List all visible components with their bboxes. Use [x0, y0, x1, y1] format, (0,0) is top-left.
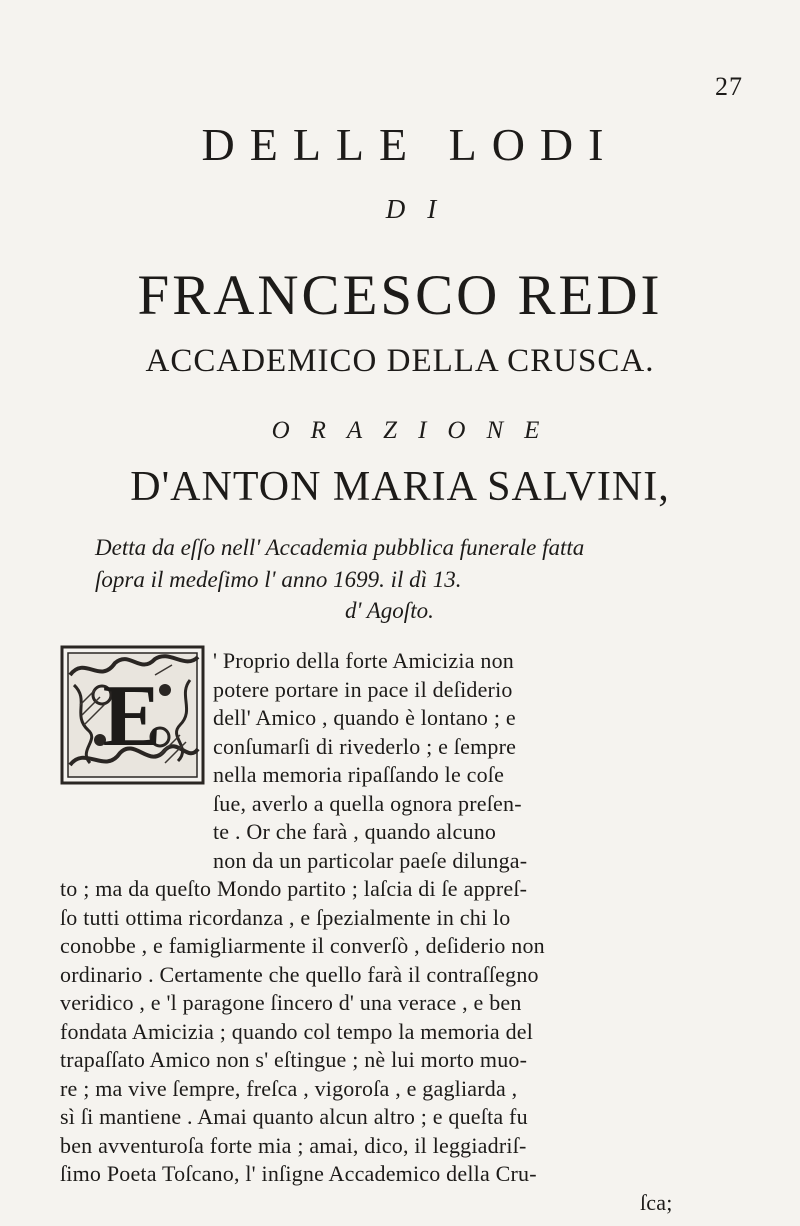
body-line-10: ſo tutti ottima ricordanza , e ſpezialmente in chi lo [60, 904, 511, 930]
body-line-18: ben avventuroſa forte mia ; amai, dico, il leggiadriſ- [60, 1132, 527, 1158]
body-line-14: fondata Amicizia ; quando col tempo la memoria del [60, 1018, 534, 1044]
body-line-6: ſue, averlo a quella ognora preſen- [213, 790, 522, 816]
subtitle-line-3: d' Agoſto. [345, 598, 434, 623]
initial-letter: E [102, 668, 162, 765]
title-line-francesco-redi: FRANCESCO REDI [137, 264, 663, 327]
title-line-orazione: ORAZIONE [271, 417, 561, 444]
body-line-16: re ; ma vive ſempre, freſca , vigoroſa , e gagliarda , [60, 1075, 518, 1101]
body-line-3: dell' Amico , quando è lontano ; e [213, 705, 516, 730]
body-line-1: ' Proprio della forte Amicizia non [213, 648, 514, 673]
body-line-15: trapaſſato Amico non s' eſtingue ; nè lui morto muo- [60, 1047, 528, 1072]
subtitle-line-1: Detta da eſſo nell' Accademia pubblica funerale fatta [95, 535, 585, 560]
body-line-5: nella memoria ripaſſando le coſe [213, 762, 505, 787]
title-line-delle-lodi: DELLE LODI [201, 119, 619, 170]
body-line-8: non da un particolar paeſe dilunga- [213, 847, 528, 873]
subtitle-line-2: ſopra il medeſimo l' anno 1699. il dì 13. [95, 567, 462, 592]
title-line-accademico: ACCADEMICO DELLA CRUSCA. [145, 343, 655, 379]
title-line-di: DI [385, 194, 459, 224]
body-line-2: potere portare in pace il deſiderio [213, 676, 513, 702]
body-line-7: te . Or che farà , quando alcuno [213, 819, 497, 844]
body-line-20: ſca; [640, 1189, 673, 1215]
body-line-11: conobbe , e famigliarmente il converſò , deſiderio non [60, 933, 545, 958]
body-line-9: to ; ma da queſto Mondo partito ; laſcia di ſe appreſ- [60, 876, 528, 901]
body-line-4: conſumarſi di rivederlo ; e ſempre [213, 733, 517, 759]
page-number: 27 [715, 72, 743, 101]
body-line-12: ordinario . Certamente che quello farà il contraſſegno [60, 961, 539, 987]
body-line-19: ſimo Poeta Toſcano, l' inſigne Accademico della Cru- [60, 1161, 537, 1186]
body-line-13: veridico , e 'l paragone ſincero d' una verace , e ben [60, 990, 522, 1015]
decorated-initial-e-icon [60, 645, 205, 785]
body-line-17: sì ſi mantiene . Amai quanto alcun altro ; e queſta fu [60, 1104, 528, 1129]
title-line-author: D'ANTON MARIA SALVINI, [130, 464, 670, 510]
